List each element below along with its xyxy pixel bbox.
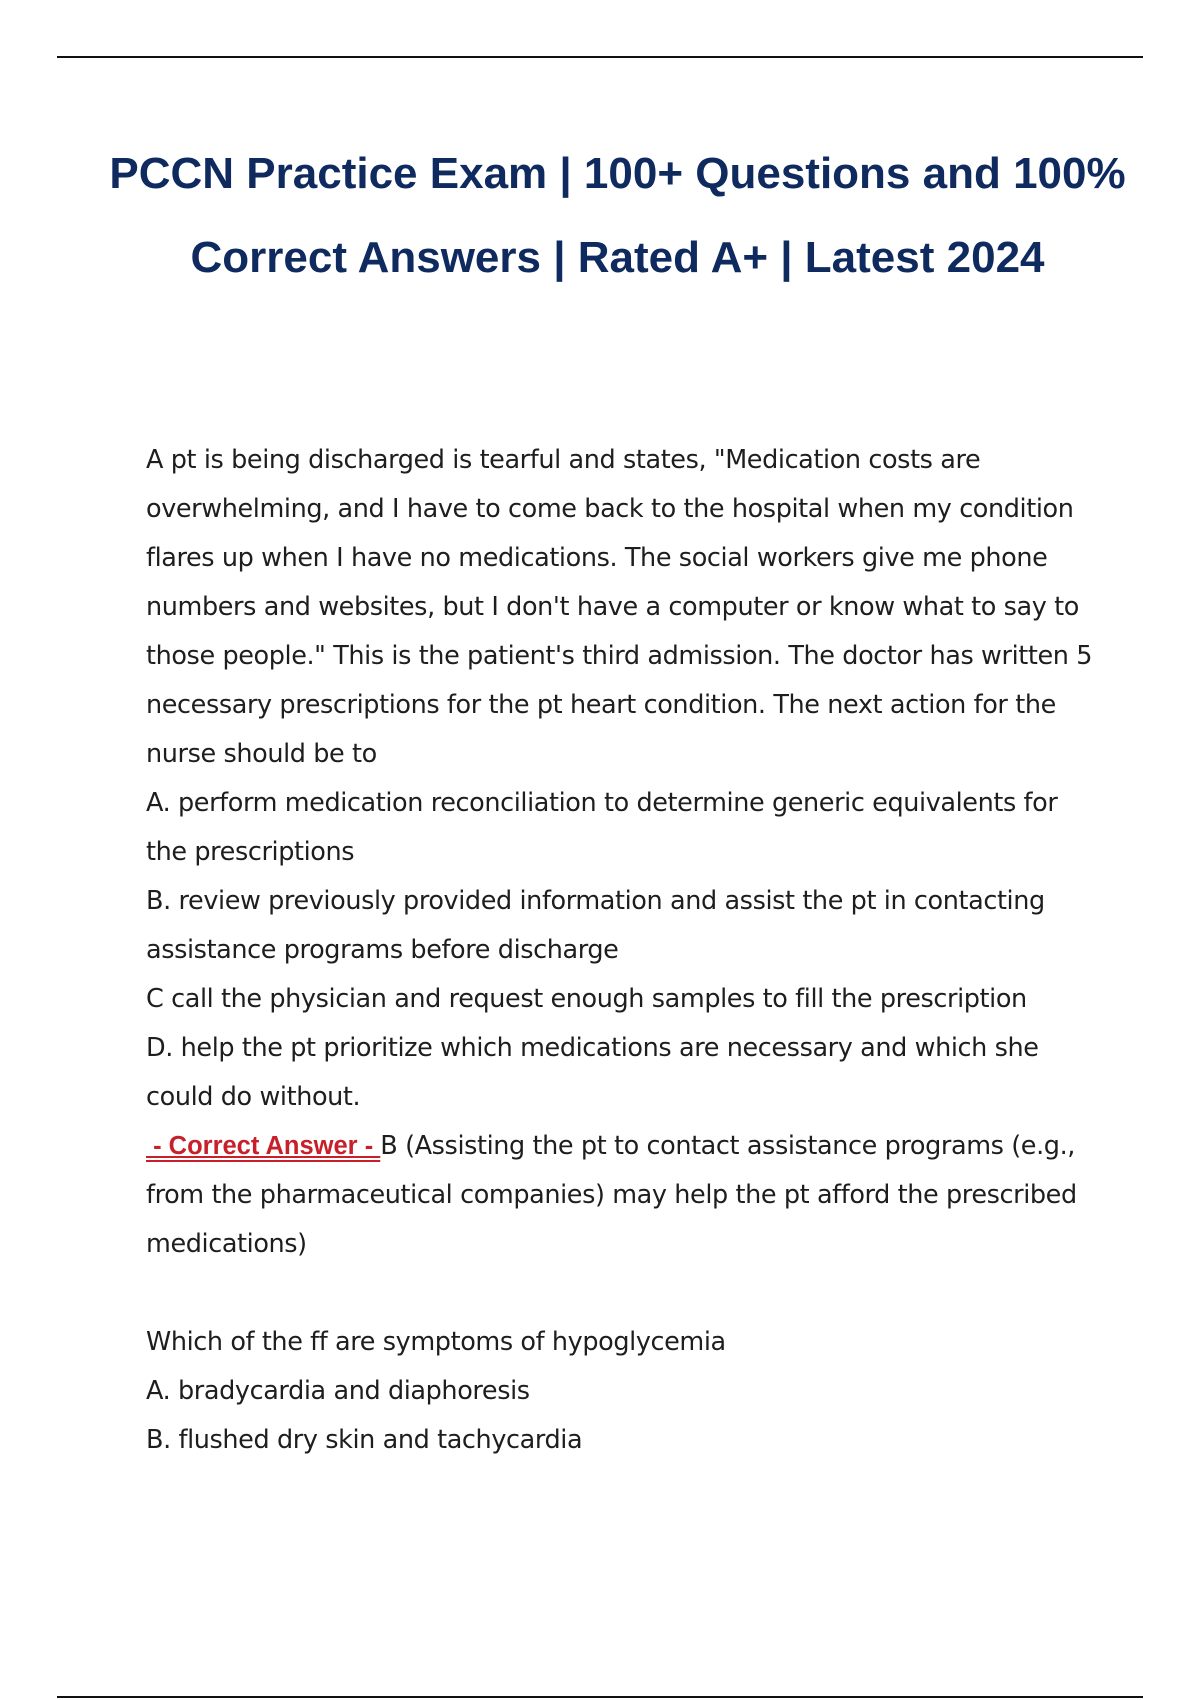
answer-option: A. perform medication reconciliation to determine generic equivalents for the prescriptions xyxy=(146,788,1058,867)
answer-option: A. bradycardia and diaphoresis xyxy=(146,1376,530,1406)
question-block-1 xyxy=(146,436,1096,1269)
question-stem: Which of the ff are symptoms of hypoglycemia xyxy=(146,1327,726,1357)
question-content xyxy=(146,436,1096,1465)
question-stem: A pt is being discharged is tearful and states, "Medication costs are overwhelming, and I have to come back to the hospital when my condition flares up when I have no medications. The social workers give me phone numbers and websites, but I don't have a computer or know what to say to those people." This is the patient's third admission. The doctor has written 5 necessary prescriptions for the pt heart condition. The next action for the nurse should be to xyxy=(146,445,1093,769)
answer-option: B. review previously provided information and assist the pt in contacting assistance programs before discharge xyxy=(146,886,1045,965)
correct-answer xyxy=(146,1122,1096,1269)
correct-answer-label: - Correct Answer - xyxy=(146,1132,381,1160)
document-title: PCCN Practice Exam | 100+ Questions and 100% Correct Answers | Rated A+ | Latest 2024 xyxy=(109,149,1126,282)
answer-option: C call the physician and request enough samples to fill the prescription xyxy=(146,984,1027,1014)
answer-option: B. flushed dry skin and tachycardia xyxy=(146,1425,583,1455)
question-block-2 xyxy=(146,1318,1096,1465)
top-divider xyxy=(57,56,1143,58)
bottom-divider xyxy=(57,1696,1143,1698)
correct-answer-text: B (Assisting the pt to contact assistance programs (e.g., from the pharmaceutical companies) may help the pt afford the prescribed medications) xyxy=(146,1131,1077,1259)
answer-option: D. help the pt prioritize which medications are necessary and which she could do without. xyxy=(146,1033,1039,1112)
question-separator xyxy=(146,1269,1096,1318)
